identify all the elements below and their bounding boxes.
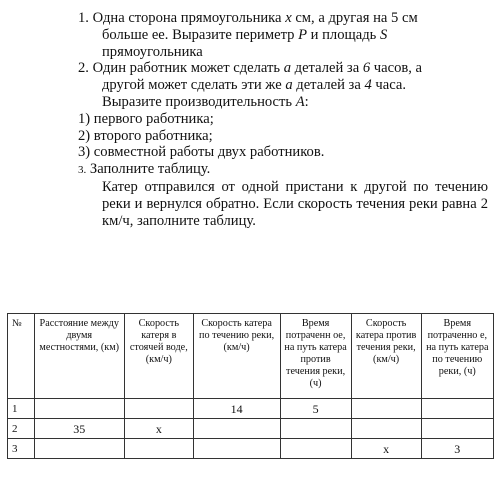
problem-list xyxy=(78,10,488,229)
table-cell xyxy=(280,439,351,459)
table-cell xyxy=(421,399,493,419)
table-row xyxy=(8,419,494,439)
header-speed-downstream: Скорость катера по течению реки, (км/ч) xyxy=(193,314,280,399)
problem-2-item-3: 3) совместной работы двух работников. xyxy=(78,144,325,161)
table-cell: x xyxy=(351,439,421,459)
table-cell xyxy=(34,439,124,459)
problem-2-item-2: 2) второго работника; xyxy=(78,127,213,144)
problem-2-line-2: другой может сделать эти же a деталей за 4 часа. xyxy=(102,77,406,94)
table-cell: 35 xyxy=(34,419,124,439)
data-table xyxy=(7,313,494,459)
header-speed-upstream: Скорость катера против течения реки, (км/ч) xyxy=(351,314,421,399)
table-cell: x xyxy=(124,419,193,439)
problem-2-item-1: 1) первого работника; xyxy=(78,110,214,127)
header-distance: Расстояние между двумя местностями, (км) xyxy=(34,314,124,399)
table-cell: 14 xyxy=(193,399,280,419)
table-cell xyxy=(193,419,280,439)
table-cell: 3 xyxy=(421,439,493,459)
problem-2-line-1: 2. Один работник может сделать a деталей за 6 часов, а xyxy=(78,60,423,77)
table-cell: 5 xyxy=(280,399,351,419)
problem-1-number: 1. xyxy=(78,10,89,26)
header-time-upstream: Время потраченн ое, на путь катера против течения реки, (ч) xyxy=(280,314,351,399)
table-cell: 1 xyxy=(8,399,35,419)
table-cell xyxy=(124,399,193,419)
table-row xyxy=(8,399,494,419)
problem-1-line-2: больше ее. Выразите периметр P и площадь S xyxy=(102,26,388,43)
problem-3-line-1: 3. Заполните таблицу. xyxy=(78,161,211,178)
table-cell: 2 xyxy=(8,419,35,439)
table-cell xyxy=(351,419,421,439)
header-time-downstream: Время потраченно е, на путь катера по течению реки, (ч) xyxy=(421,314,493,399)
header-speed-still-water: Скорость катеря в стоячей воде, (км/ч) xyxy=(124,314,193,399)
problem-1-line-1: 1. Одна сторона прямоугольника x см, а другая на 5 см xyxy=(78,10,418,26)
table-cell xyxy=(193,439,280,459)
table-row xyxy=(8,439,494,459)
problem-2-number: 2. xyxy=(78,60,89,77)
table-cell xyxy=(34,399,124,419)
problem-3-text: Катер отправился от одной пристани к другой по течению реки и вернулся обратно. Если скорость течения реки равна 2 км/ч, заполните таблицу. xyxy=(102,178,488,229)
problem-3-number: 3. xyxy=(78,164,87,177)
table-cell xyxy=(280,419,351,439)
problem-2-line-3: Выразите производительность A: xyxy=(102,93,309,110)
table-cell xyxy=(124,439,193,459)
table-cell xyxy=(351,399,421,419)
problem-1-line-3: прямоугольника xyxy=(102,43,203,60)
header-number: № xyxy=(8,314,35,399)
table-cell xyxy=(421,419,493,439)
table-cell: 3 xyxy=(8,439,35,459)
table-header-row xyxy=(8,314,494,399)
